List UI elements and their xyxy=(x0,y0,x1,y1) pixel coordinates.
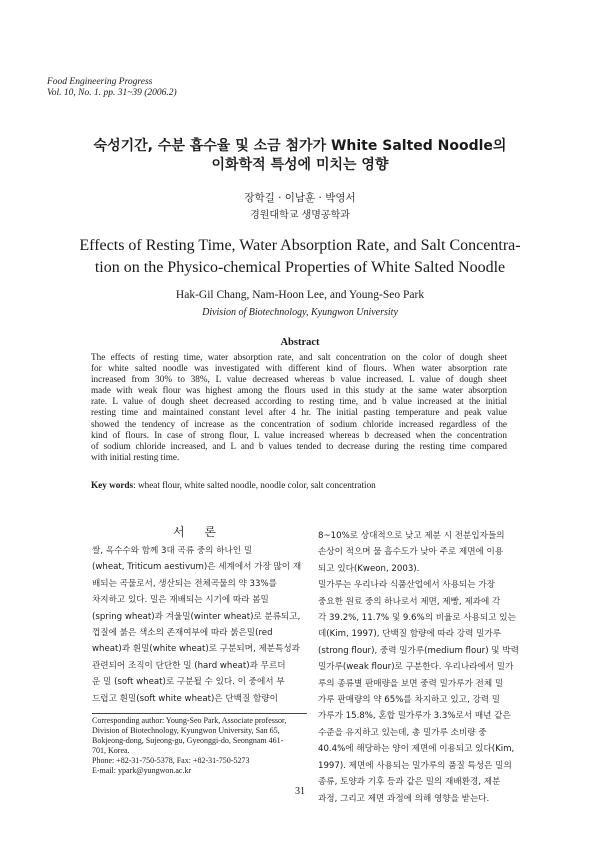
korean-title xyxy=(0,137,600,175)
section-heading-introduction: 서 론 xyxy=(173,525,224,539)
english-title-line: Effects of Resting Time, Water Absorption Rate, and Salt Concentra- xyxy=(79,237,521,254)
footnote-line: Phone: +82-31-750-5378, Fax: +82-31-750-5273 xyxy=(92,756,250,765)
english-title-line: tion on the Physico-chemical Properties of White Salted Noodle xyxy=(94,259,506,276)
body-line: 1997). 제면에 사용되는 밀가루의 품질 특성은 밀의 xyxy=(318,760,512,771)
abstract-line: of sodium chloride increased, and L and b values tended to decrease during the resting time compared xyxy=(91,440,507,451)
korean-authors: 장학길 · 이남훈 · 박영서 xyxy=(244,192,356,204)
abstract-body xyxy=(91,352,507,463)
left-column-text xyxy=(92,543,307,707)
body-line: 되고 있다(Kweon, 2003). xyxy=(318,563,420,574)
journal-volume: Vol. 10, No. 1. pp. 31~39 (2006.2) xyxy=(47,88,177,98)
journal-name: Food Engineering Progress xyxy=(47,77,153,87)
korean-title-line: 숙성기간, 수분 흡수율 및 소금 첨가가 White Salted Noodle의 xyxy=(93,138,507,154)
footnote-line: Bokjeong-dong, Sujeong-gu, Gyeonggi-do, Seongnam 461- xyxy=(92,736,284,745)
english-affiliation: Division of Biotechnology, Kyungwon University xyxy=(202,307,398,318)
abstract-line: increased from 30% to 38%, L value decreased whereas b value increased. L value of dough sheet xyxy=(91,374,507,385)
body-line: 차지하고 있다. 밀은 재배되는 시기에 따라 봄밀 xyxy=(92,595,269,606)
corresponding-author-footnote xyxy=(92,716,314,776)
korean-title-line: 이화학적 특성에 미치는 영향 xyxy=(211,157,389,173)
body-line: wheat)과 흰밀(white wheat)로 구분되며, 제분특성과 xyxy=(92,644,300,655)
body-line: 데(Kim, 1997), 단백질 함량에 따라 강력 밀가루 xyxy=(318,629,502,640)
body-line: 밀가루는 우리나라 식품산업에서 사용되는 가장 xyxy=(318,580,495,591)
english-authors: Hak-Gil Chang, Nam-Hoon Lee, and Young-Seo Park xyxy=(175,289,425,301)
body-line: 8~10%로 상대적으로 낮고 제분 시 전분입자들의 xyxy=(318,531,505,541)
body-line: (spring wheat)과 겨울밀(winter wheat)로 분류되고, xyxy=(92,611,301,622)
body-line: 중요한 원료 중의 하나로서 제면, 제빵, 제과에 각 xyxy=(318,596,501,607)
abstract-line: resting time and maintained constant level after 4 hr. The initial pasting temperature and peak value xyxy=(91,407,507,418)
body-line: 배되는 곡물로서, 생산되는 전체곡물의 약 33%를 xyxy=(92,578,277,589)
body-line: 손상이 적으며 물 흡수도가 낮아 주로 제면에 이용 xyxy=(318,547,504,558)
body-line: 관련되어 조직이 단단한 밀 (hard wheat)과 무르더 xyxy=(92,660,286,671)
journal-header xyxy=(47,77,177,99)
body-line: 가루 판매량의 약 65%를 차지하고 있고, 강력 밀 xyxy=(318,695,501,706)
footnote-divider xyxy=(92,713,307,714)
body-line: 루의 종류별 판매량을 보면 중력 밀가루가 전체 밀 xyxy=(318,678,504,689)
body-line: 드럽고 흰밀(soft white wheat)은 단백질 함량이 xyxy=(92,693,278,704)
footnote-line: Division of Biotechnology, Kyungwon University, San 65, xyxy=(92,726,280,735)
keywords-label: Key words xyxy=(91,480,134,490)
korean-affiliation: 경원대학교 생명공학과 xyxy=(250,210,350,221)
body-line: 밀가루(weak flour)로 구분한다. 우리나라에서 밀가 xyxy=(318,662,514,673)
body-line: 40.4%에 해당하는 양이 제면에 이용되고 있다(Kim, xyxy=(318,744,515,755)
keywords-list: : wheat flour, white salted noodle, noodle color, salt concentration xyxy=(133,480,376,490)
abstract-line: with initial resting time. xyxy=(91,451,180,462)
body-line: (wheat, Triticum aestivum)은 세계에서 가장 많이 재 xyxy=(92,562,302,573)
abstract-heading: Abstract xyxy=(280,337,320,348)
body-line: 껍질에 붉은 색소의 존재여부에 따라 붉은밀(red xyxy=(92,628,273,639)
body-line: 수준을 유지하고 있는데, 총 밀가루 소비량 중 xyxy=(318,727,487,738)
abstract-line: showed the tendency of increase as the concentration of sodium chloride increased regardless of the xyxy=(91,418,507,429)
right-column-text xyxy=(318,528,536,807)
abstract-line: kind of flours. In case of strong flour, L value increased whereas b decreased when the concentration xyxy=(91,429,507,440)
body-line: 종류, 토양과 기후 등과 같은 밀의 재배환경, 제분 xyxy=(318,777,501,788)
body-line: 운 밀 (soft wheat)로 구분될 수 있다. 이 중에서 부 xyxy=(92,677,285,688)
keywords xyxy=(91,480,376,490)
page-number: 31 xyxy=(295,786,305,797)
footnote-line: 701, Korea. xyxy=(92,746,130,755)
body-line: 가루가 15.8%, 혼합 밀가루가 3.3%로서 매년 같은 xyxy=(318,711,511,722)
body-line: 각 39.2%, 11.7% 및 9.6%의 비율로 사용되고 있는 xyxy=(318,613,516,624)
english-title xyxy=(0,235,600,279)
abstract-line: for white salted noodle was investigated with different kind of flours. When water absorption rate xyxy=(91,363,507,374)
body-line: 쌀, 옥수수와 함께 3대 곡류 중의 하나인 밀 xyxy=(92,546,253,556)
abstract-line: rate. L value of dough sheet decreased according to resting time, and b value increased at the initial xyxy=(91,396,507,407)
abstract-line: made with weak flour was highest among the flours used in this study at the same water absorption xyxy=(91,385,507,396)
body-line: 과정, 그리고 제면 과정에 의해 영향을 받는다. xyxy=(318,793,490,804)
abstract-line: The effects of resting time, water absorption rate, and salt concentration on the color of dough sheet xyxy=(91,352,507,362)
footnote-line: E-mail: ypark@yungwon.ac.kr xyxy=(92,766,192,775)
body-line: (strong flour), 중력 밀가루(medium flour) 및 박력 xyxy=(318,645,519,656)
footnote-line: Corresponding author: Young-Seo Park, Associate professor, xyxy=(92,716,287,725)
